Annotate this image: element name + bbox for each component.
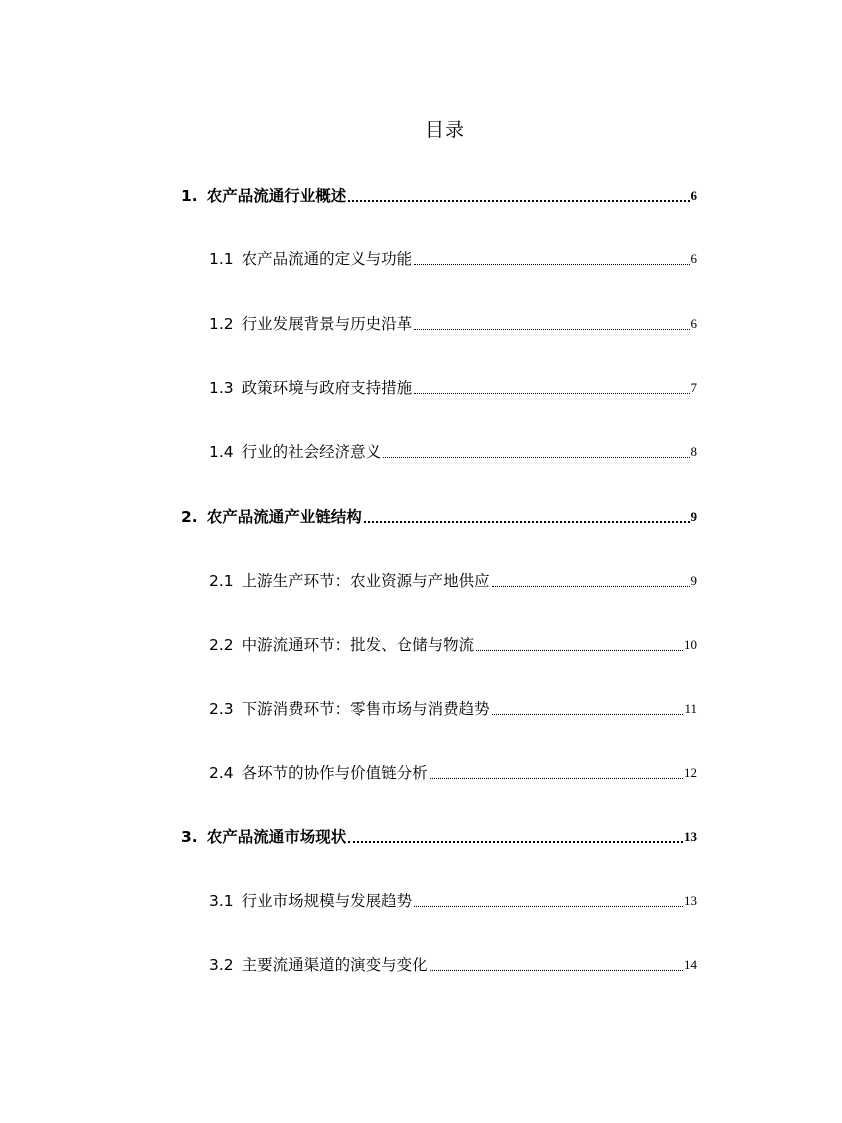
toc-entry-page: 6 [690,188,697,203]
toc-entry-number: 1. [181,187,198,205]
toc-entry-page: 6 [690,251,697,266]
toc-entry-label: 农产品流通市场现状 [206,828,347,846]
toc-entry-number: 2.4 [209,764,234,782]
toc-entry-3[interactable] [181,823,697,847]
toc-dot-leader [348,841,683,843]
toc-entry-1-1[interactable] [209,245,697,269]
toc-entry-number: 1.2 [209,315,234,333]
toc-entry-2-2[interactable] [209,631,697,655]
toc-entry-page: 9 [690,573,697,588]
toc-entry-1-2[interactable] [209,310,697,334]
toc-entry-page: 13 [684,893,697,908]
toc-entry-3-2[interactable] [209,951,697,975]
toc-dot-leader [476,650,683,651]
toc-dot-leader [414,329,689,330]
toc-entry-number: 2.2 [209,636,234,654]
toc-entry-number: 2.1 [209,572,234,590]
toc-dot-leader [414,906,683,907]
toc-entry-label: 农产品流通的定义与功能 [241,250,413,268]
toc-dot-leader [492,586,690,587]
toc-entry-page: 14 [684,957,697,972]
toc-dot-leader [430,778,683,779]
toc-dot-leader [364,521,690,523]
toc-entry-page: 12 [684,765,697,780]
toc-entry-2[interactable] [181,503,697,527]
toc-entry-2-3[interactable] [209,695,697,719]
toc-entry-page: 6 [690,316,697,331]
toc-entry-1-4[interactable] [209,438,697,462]
toc-entry-page: 13 [684,829,697,844]
toc-entry-number: 2.3 [209,700,234,718]
page-title: 目录 [424,119,465,141]
toc-entry-3-1[interactable] [209,887,697,911]
toc-entry-2-4[interactable] [209,759,697,783]
toc-dot-leader [414,393,689,394]
toc-dot-leader [383,457,689,458]
toc-entry-label: 行业发展背景与历史沿革 [241,315,413,333]
toc-entry-page: 9 [690,509,697,524]
toc-entry-label: 农产品流通产业链结构 [206,508,362,526]
toc-entry-label: 行业的社会经济意义 [241,443,382,461]
toc-entry-number: 1.4 [209,443,234,461]
toc-entry-page: 11 [684,701,697,716]
toc-dot-leader [430,970,683,971]
toc-entry-number: 1.3 [209,379,234,397]
toc-entry-1[interactable] [181,182,697,206]
toc-entry-label: 中游流通环节：批发、仓储与物流 [241,636,475,654]
toc-entry-label: 农产品流通行业概述 [206,187,347,205]
toc-entry-label: 政策环境与政府支持措施 [241,379,413,397]
toc-dot-leader [492,714,684,715]
toc-entry-page: 10 [684,637,697,652]
toc-entry-label: 上游生产环节：农业资源与产地供应 [241,572,490,590]
toc-entry-number: 3. [181,828,198,846]
toc-entry-label: 各环节的协作与价值链分析 [241,764,428,782]
toc-entry-label: 下游消费环节：零售市场与消费趋势 [241,700,490,718]
toc-entry-1-3[interactable] [209,374,697,398]
toc-entry-page: 8 [690,444,697,459]
toc-dot-leader [348,200,689,202]
toc-entry-label: 行业市场规模与发展趋势 [241,892,413,910]
toc-dot-leader [414,264,689,265]
toc-entry-number: 2. [181,508,198,526]
toc-entry-page: 7 [690,380,697,395]
toc-entry-label: 主要流通渠道的演变与变化 [241,956,428,974]
toc-entry-2-1[interactable] [209,567,697,591]
toc-entry-number: 3.2 [209,956,234,974]
toc-entry-number: 3.1 [209,892,234,910]
toc-entry-number: 1.1 [209,250,234,268]
